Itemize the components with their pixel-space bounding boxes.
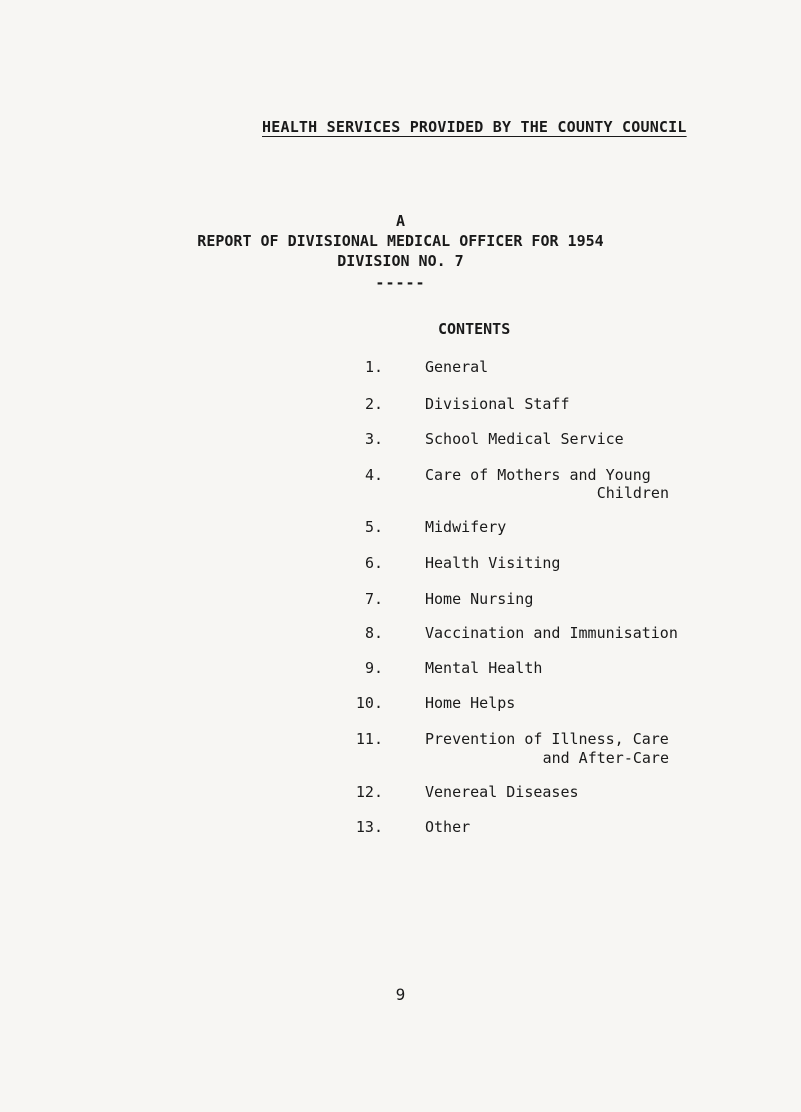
item-label: Home Nursing	[425, 590, 534, 608]
division-title: DIVISION NO. 7	[337, 252, 464, 270]
item-label: Divisional Staff	[425, 395, 570, 413]
item-number: 10.	[355, 694, 383, 712]
page-number: 9	[395, 985, 406, 1004]
item-number: 11.	[355, 730, 383, 748]
item-label: General	[425, 358, 489, 376]
section-letter: A	[395, 212, 406, 230]
separator: -----	[375, 274, 426, 292]
item-label: Midwifery	[425, 518, 507, 536]
item-number: 2.	[364, 395, 383, 413]
item-label-continued: Children	[596, 484, 669, 502]
page-header: HEALTH SERVICES PROVIDED BY THE COUNTY COUNCIL	[262, 118, 687, 136]
item-number: 12.	[355, 783, 383, 801]
item-label: Venereal Diseases	[425, 783, 579, 801]
item-label: Mental Health	[425, 659, 543, 677]
item-number: 1.	[364, 358, 383, 376]
report-title: REPORT OF DIVISIONAL MEDICAL OFFICER FOR 1954	[197, 232, 604, 250]
item-label: Prevention of Illness, Care	[425, 730, 669, 748]
item-number: 8.	[364, 624, 383, 642]
contents-title: CONTENTS	[438, 320, 511, 338]
item-label: Care of Mothers and Young	[425, 466, 651, 484]
item-label: Home Helps	[425, 694, 516, 712]
item-label: Vaccination and Immunisation	[425, 624, 678, 642]
item-number: 4.	[364, 466, 383, 484]
item-number: 9.	[364, 659, 383, 677]
item-label: School Medical Service	[425, 430, 624, 448]
item-number: 6.	[364, 554, 383, 572]
item-number: 3.	[364, 430, 383, 448]
item-label-continued: and After-Care	[542, 749, 669, 767]
item-number: 7.	[364, 590, 383, 608]
item-number: 5.	[364, 518, 383, 536]
item-label: Health Visiting	[425, 554, 561, 572]
item-number: 13.	[355, 818, 383, 836]
item-label: Other	[425, 818, 471, 836]
